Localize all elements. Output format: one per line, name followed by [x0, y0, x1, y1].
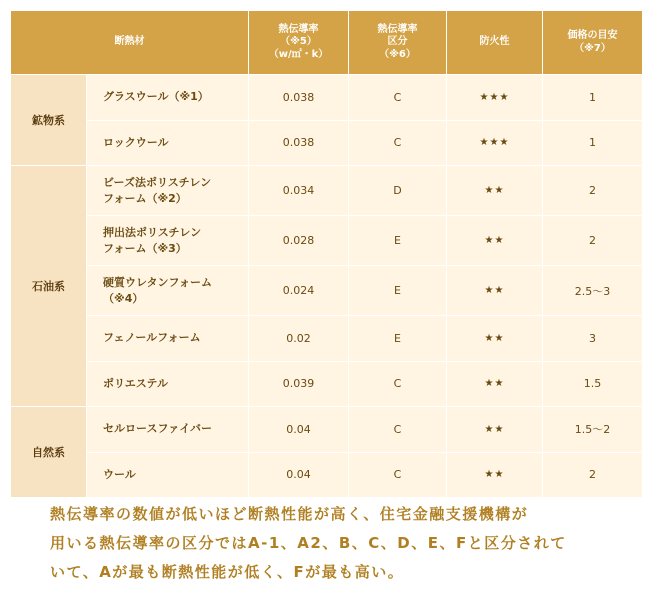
header-price — [543, 11, 643, 75]
fire-rating-cell: ★★ — [447, 316, 543, 362]
price-cell: 1 — [543, 120, 643, 166]
material-name-line1: ウール — [103, 467, 136, 481]
material-name-line1: フェノールフォーム — [103, 331, 201, 345]
price-cell: 2 — [543, 452, 643, 498]
header-conductivity-line3: （w/㎡・k） — [268, 48, 329, 60]
fire-rating-cell: ★★ — [447, 216, 543, 266]
price-cell: 1 — [543, 75, 643, 121]
fire-rating-cell: ★★★ — [447, 120, 543, 166]
material-name — [87, 166, 249, 216]
header-material: 断熱材 — [11, 11, 249, 75]
material-name-line1: 硬質ウレタンフォーム — [103, 275, 213, 289]
table-row — [11, 120, 643, 166]
conductivity-cell: 0.024 — [249, 266, 349, 316]
header-price-line2: （※7） — [574, 42, 611, 54]
fire-rating-cell: ★★ — [447, 166, 543, 216]
class-cell: C — [349, 75, 447, 121]
conductivity-cell: 0.04 — [249, 407, 349, 453]
table-row — [11, 452, 643, 498]
price-cell: 1.5〜2 — [543, 407, 643, 453]
table-row — [11, 166, 643, 216]
material-name-line1: ロックウール — [103, 135, 169, 149]
table-row — [11, 361, 643, 407]
fire-rating-cell: ★★ — [447, 452, 543, 498]
header-conductivity — [249, 11, 349, 75]
material-name — [87, 266, 249, 316]
class-cell: C — [349, 407, 447, 453]
class-cell: D — [349, 166, 447, 216]
conductivity-cell: 0.02 — [249, 316, 349, 362]
material-name — [87, 452, 249, 498]
material-name — [87, 216, 249, 266]
table-row — [11, 216, 643, 266]
category-natural: 自然系 — [11, 407, 87, 498]
class-cell: C — [349, 361, 447, 407]
conductivity-cell: 0.034 — [249, 166, 349, 216]
class-cell: E — [349, 266, 447, 316]
header-fire: 防火性 — [447, 11, 543, 75]
header-price-line1: 価格の目安 — [567, 30, 618, 41]
material-name-line1: セルロースファイバー — [103, 422, 213, 436]
header-conductivity-line2: （※5） — [280, 36, 317, 48]
material-name — [87, 75, 249, 121]
material-name — [87, 407, 249, 453]
price-cell: 3 — [543, 316, 643, 362]
material-name-line2: フォーム（※2） — [103, 191, 187, 205]
material-name-line2: フォーム（※3） — [103, 241, 187, 255]
class-cell: E — [349, 216, 447, 266]
header-class — [349, 11, 447, 75]
table-row — [11, 316, 643, 362]
fire-rating-cell: ★★ — [447, 361, 543, 407]
price-cell: 2.5〜3 — [543, 266, 643, 316]
conductivity-cell: 0.038 — [249, 75, 349, 121]
price-cell: 2 — [543, 216, 643, 266]
material-name-line1: ポリエステル — [103, 376, 169, 390]
category-mineral: 鉱物系 — [11, 75, 87, 166]
material-name — [87, 120, 249, 166]
fire-rating-cell: ★★★ — [447, 75, 543, 121]
conductivity-cell: 0.039 — [249, 361, 349, 407]
material-name-line1: ビーズ法ポリスチレン — [103, 175, 212, 189]
class-cell: C — [349, 120, 447, 166]
fire-rating-cell: ★★ — [447, 266, 543, 316]
header-class-line1: 熱伝導率 — [377, 23, 418, 35]
table-row — [11, 266, 643, 316]
class-cell: E — [349, 316, 447, 362]
header-class-line2: 区分 — [387, 36, 408, 48]
table-row — [11, 75, 643, 121]
footnote-line1: 熱伝導率の数値が低いほど断熱性能が高く、住宅金融支援機構が — [50, 505, 529, 523]
header-row — [11, 11, 643, 75]
header-conductivity-line1: 熱伝導率 — [278, 23, 319, 35]
insulation-comparison-table — [10, 10, 643, 498]
class-cell: C — [349, 452, 447, 498]
footnote-text — [50, 500, 620, 587]
material-name-line2: （※4） — [103, 291, 144, 305]
price-cell: 1.5 — [543, 361, 643, 407]
fire-rating-cell: ★★ — [447, 407, 543, 453]
conductivity-cell: 0.04 — [249, 452, 349, 498]
material-name — [87, 316, 249, 362]
category-petroleum: 石油系 — [11, 166, 87, 407]
material-name-line1: グラスウール（※1） — [103, 90, 209, 104]
footnote-line3: いて、Aが最も断熱性能が低く、Fが最も高い。 — [50, 563, 405, 581]
material-name — [87, 361, 249, 407]
conductivity-cell: 0.028 — [249, 216, 349, 266]
table-row — [11, 407, 643, 453]
price-cell: 2 — [543, 166, 643, 216]
material-name-line1: 押出法ポリスチレン — [103, 225, 202, 239]
conductivity-cell: 0.038 — [249, 120, 349, 166]
footnote-line2: 用いる熱伝導率の区分ではA-1、A2、B、C、D、E、Fと区分されて — [50, 534, 567, 552]
header-class-line3: （※6） — [379, 48, 416, 60]
